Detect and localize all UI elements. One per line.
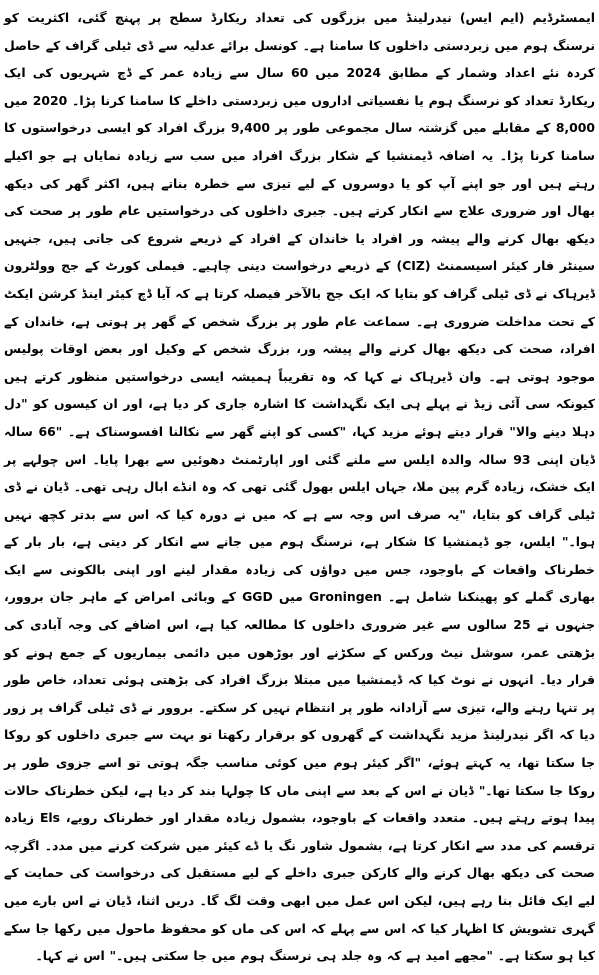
article-body <box>4 4 595 970</box>
article-paragraph: ایمسٹرڈیم (ایم ایس) نیدرلینڈ میں بزرگوں کی تعداد ریکارڈ سطح پر پہنچ گئی، اکثریت کو نرسنگ ہوم میں زبردستی داخلوں کا سامنا ہے۔ کونسل برائے عدلیہ سے ڈی ٹیلی گراف کے حاصل کردہ نئے اعداد وشمار کے مطابق 2024 میں 60 سال سے زیادہ عمر کے ڈچ شہریوں کی ایک ریکارڈ تعداد کو نرسنگ ہوم یا نفسیاتی اداروں میں زبردستی داخلے کا سامنا کرنا پڑا۔ 2020 میں 8,000 کے مقابلے میں گزشتہ سال مجموعی طور پر 9,400 بزرگ افراد کو ایسی درخواستوں کا سامنا کرنا پڑا۔ یہ اضافہ ڈیمنشیا کے شکار بزرگ افراد میں سب سے زیادہ نمایاں ہے جو اکیلے رہتے ہیں اور جو اپنے آپ کو یا دوسروں کے لیے تیزی سے خطرہ بناتے ہیں، اکثر گھر کی دیکھ بھال اور ضروری علاج سے انکار کرتے ہیں۔ جبری داخلوں کی درخواستیں عام طور پر صحت کی دیکھ بھال کرنے والے پیشہ ور افراد یا خاندان کے افراد کے ذریعے شروع کی جاتی ہیں، جنہیں سینٹر فار کیئر اسیسمنٹ (CIZ) کے ذریعے درخواست دینی چاہیے۔ فیملی کورٹ کے جج وولٹرون ڈیرہاک نے ڈی ٹیلی گراف کو بتایا کہ ایک جج بالآخر فیصلہ کرتا ہے کہ آیا ڈچ کیئر اینڈ کرشن ایکٹ کے تحت مداخلت ضروری ہے۔ سماعت عام طور پر بزرگ شخص کے گھر پر ہوتی ہے، خاندان کے افراد، صحت کی دیکھ بھال کرنے والے پیشہ ور، بزرگ شخص کے وکیل اور بعض اوقات پولیس موجود ہوتی ہے۔ وان ڈیرہاک نے کہا کہ وہ تقریباً ہمیشہ ایسی درخواستیں منظور کرتے ہیں کیونکہ سی آئی زیڈ نے پہلے ہی ایک نگہداشت کا اشارہ جاری کر دیا ہے، اور ان کیسوں کو "دل دہلا دینے والا" قرار دیتے ہوئے مزید کہا، "کسی کو اپنے گھر سے نکالنا افسوسناک ہے۔ "66 سالہ ڈیان اپنی 93 سالہ والدہ ایلس سے ملنے گئی اور اپارٹمنٹ دھوئیں سے بھرا پایا۔ اس چولہے پر ایک خشک، زیادہ گرم پین ملا، جہاں ایلس بھول گئی تھی کہ وہ انڈے ابال رہی تھی۔ ڈیان نے ڈی ٹیلی گراف کو بتایا، "یہ صرف اس وجہ سے ہے کہ میں نے دورہ کیا کہ اس سے بدتر کچھ نہیں ہوا۔" ایلس، جو ڈیمنشیا کا شکار ہے، نرسنگ ہوم میں جانے سے انکار کر دیتی ہے، بار بار کے خطرناک واقعات کے باوجود، جس میں دواؤں کی زیادہ مقدار لینے اور اپنی بالکونی سے ایک بھاری گملے کو پھینکنا شامل ہے۔ Groningen میں GGD کے وبائی امراض کے ماہر جان بروور، جنہوں نے 25 سالوں سے غیر ضروری داخلوں کا مطالعہ کیا ہے، اس اضافے کی وجہ آبادی کی بڑھتی عمر، سوشل نیٹ ورکس کے سکڑنے اور بوڑھوں میں دائمی بیماریوں کے جمع ہونے کو قرار دیا۔ انہوں نے نوٹ کیا کہ ڈیمنشیا میں مبتلا بزرگ افراد کی بڑھتی ہوئی تعداد، خاص طور پر تنہا رہنے والے، تیزی سے آزادانہ طور پر انتظام نہیں کر سکتے۔ بروور نے ڈی ٹیلی گراف پر زور دیا کہ اگر نیدرلینڈ مزید نگہداشت کے گھروں کو برقرار رکھتا تو بہت سے جبری داخلوں کو روکا جا سکتا تھا، یہ کہتے ہوئے، "اگر کیئر ہوم میں کوئی مناسب جگہ ہوتی تو اسے جزوی طور پر روکا جا سکتا تھا۔" ڈیان نے اس کے بعد سے اپنی ماں کا چولہا بند کر دیا ہے، لیکن خطرناک حالات پیدا ہوتے رہتے ہیں۔ متعدد واقعات کے باوجود، بشمول زیادہ مقدار اور خطرناک رویے، Els زیادہ ترقسم کی مدد سے انکار کرتا ہے، بشمول شاور نگ یا ڈے کیئر میں شرکت کرنے میں مدد۔ اگرچہ صحت کی دیکھ بھال کرنے والے کارکن جبری داخلے کے لیے مستقبل کی درخواست کی حمایت کے لیے ایک فائل بنا رہے ہیں، لیکن اس عمل میں ابھی وقت لگ گا۔ دریں اثنا، ڈیان نے اس بارے میں گہری تشویش کا اظہار کیا کہ اس سے پہلے کہ اس کی ماں کو محفوظ ماحول میں رکھا جا سکے کیا ہو سکتا ہے۔ "مجھے امید ہے کہ وہ جلد ہی نرسنگ ہوم میں جا سکتی ہیں۔" اس نے کہا۔ <box>4 10 596 964</box>
